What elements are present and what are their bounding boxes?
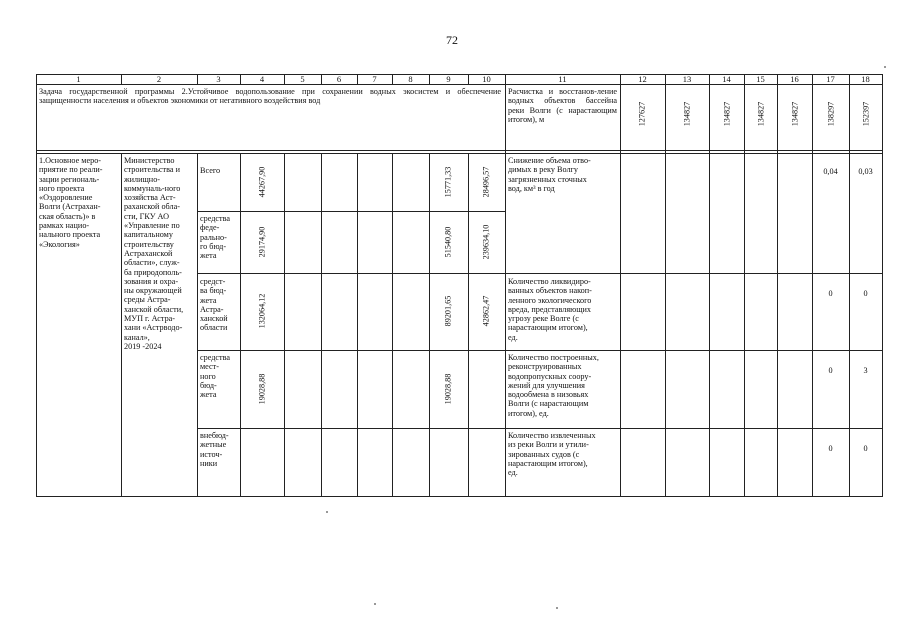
col-header-13: 13 [682,74,692,84]
scan-speck [326,511,328,513]
col-header-8: 8 [408,74,413,84]
funding-source-extrabudget: внебюд- жетные источ- ники [200,431,229,468]
col-header-14: 14 [722,74,731,84]
col-header-5: 5 [300,74,305,84]
col-header-4: 4 [259,74,265,84]
task-indicator: Расчистка и восстанов-ление водных объектов бассейна реки Волги (с нарастающим итогом), м [508,87,617,124]
event-executors: Министерство строительства и жилищно- коммуналь-ного хозяйства Аст- раханской обла- сти, ГКУ АО «Управление по капитальному строительству Астраханской области», служ- ба природополь- зования и охра- ны окружающей среды Астра- ханской области, МУП г. Астра- хани «Астрводо- канал», 2019 -2024 [124,156,184,351]
indicator-3: Количество построенных, реконструированных водопропускных соору- жений для улучшения водообмена в низовьях Волги (с нарастающим итогом), ед. [508,353,599,418]
col-header-10: 10 [482,74,491,84]
col-header-12: 12 [638,74,647,84]
col-header-15: 15 [756,74,765,84]
funding-source-local: средства мест- ного бюд- жета [200,353,231,400]
col-header-18: 18 [861,74,870,84]
indicator-2: Количество ликвидиро- ванных объектов накоп- ленного экологического вреда, представляющих угрозу реке Волге (с нарастающим итогом), ед. [508,277,592,342]
page-number: 72 [446,33,458,47]
col-header-11: 11 [558,74,567,84]
funding-source-regional: средст- ва бюд- жета Астра- ханской области [200,277,228,333]
col-header-9: 9 [446,74,451,84]
indicator-1-col17: 0,04 [823,167,838,176]
col-header-17: 17 [826,74,835,84]
event-name: 1.Основное меро- приятие по реали- зации региональ- ного проекта «Оздоровление Волги (Астрахан- ская область)» в рамках нацио- нального проекта «Экология» [39,156,103,249]
indicator-3-col18: 3 [863,366,868,375]
indicator-1-col18: 0,03 [858,167,873,176]
indicator-4-col17: 0 [828,444,833,453]
indicator-1: Снижение объема отво- димых в реку Волгу загрязненных сточных вод, км³ в год [508,156,591,193]
scan-speck [374,603,376,605]
col-header-2: 2 [156,74,162,84]
col-header-1: 1 [76,74,81,84]
funding-source-federal: средства феде- рально- го бюд- жета [200,214,231,261]
indicator-4: Количество извлеченных из реки Волги и утили- зированных судов (с нарастающим итогом), ед. [508,431,596,478]
col-header-6: 6 [336,74,342,84]
indicator-3-col17: 0 [828,366,833,375]
col-header-3: 3 [216,74,221,84]
scan-speck [556,607,558,609]
funding-source-total: Всего [200,166,221,175]
indicator-2-col18: 0 [863,289,868,298]
indicator-2-col17: 0 [828,289,833,298]
indicator-4-col18: 0 [863,444,868,453]
task-text: Задача государственной программы 2.Устойчивое водопользование при сохранении водных экосистем и обеспечение защищенности населения и объектов экономики от негативного воздействия вод [39,87,501,106]
scan-speck [884,66,886,68]
col-header-7: 7 [372,74,377,84]
col-header-16: 16 [790,74,799,84]
